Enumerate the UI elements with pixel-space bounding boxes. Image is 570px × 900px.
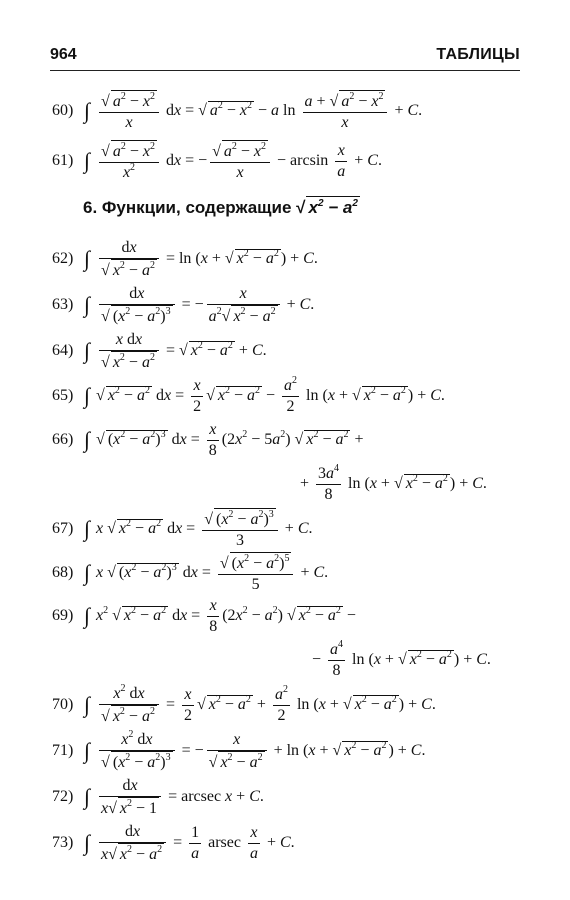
- section-title: 6. Функции, содержащие √ $x^2 - a^2$: [83, 198, 358, 217]
- page-header: [50, 40, 520, 71]
- formula-67: 67) ∫ x √ $x^2 - a^2$ dx = $\frac{√ (x^2 - a^2)^3}{3}$ + C.: [52, 509, 313, 549]
- formula-66: 66) ∫ √ $(x^2 - a^2)^3$ dx = $\frac{x}{8}$ $(2x^2 - 5a^2)$ √ $x^2 - a^2$ +: [52, 421, 364, 459]
- formula-62: 62) ∫ $\frac{dx}{√ x^2 - a^2}$ = ln (x + √ $x^2 - a^2$ ) + C.: [52, 239, 318, 279]
- formula-65: 65) ∫ √ $x^2 - a^2$ dx = $\frac{x}{2}$ √ $x^2 - a^2$ − $\frac{a^2}{2}$ ln (x + √ $x^2 - a^2$ ) + C.: [52, 375, 445, 415]
- page-number: 964: [50, 46, 77, 63]
- formula-69: 69) ∫ $x^2$ √ $x^2 - a^2$ dx = $\frac{x}{8}$ $(2x^2 - a^2)$ √ $x^2 - a^2$ −: [52, 597, 356, 635]
- formula-68: 68) ∫ x √ $(x^2 - a^2)^3$ dx = $\frac{√ (x^2 - a^2)^5}{5}$ + C.: [52, 553, 329, 593]
- formula-60: 60) ∫ $\frac{√ a^2 - x^2}{x}$ dx = √ $a^2 - x^2 - a$ ln $\frac{a + √ a^2 - x^2}{x}$ + C.: [52, 91, 423, 131]
- formula-63: 63) ∫ $\frac{dx}{√ (x^2 - a^2)^3}$ = − $\frac{x}{a^2√ x^2 - a^2}$ + C.: [52, 285, 315, 325]
- formula-73: 73) ∫ $\frac{dx}{x√ x^2 - a^2}$ = $\frac{1}{a}$ arsec $\frac{x}{a}$ + C.: [52, 823, 295, 863]
- formula-71: 71) ∫ $\frac{x^2 dx}{√ (x^2 - a^2)^3}$ = − $\frac{x}{√ x^2 - a^2}$ + ln (x + √ $x^2 - a^2$ ) + C.: [52, 729, 426, 771]
- formula-69-cont: − $\frac{a^4}{8}$ ln (x + √ $x^2 - a^2$ ) + C.: [312, 639, 491, 679]
- running-head: ТАБЛИЦЫ: [436, 46, 520, 63]
- formula-64: 64) ∫ $\frac{\text{x dx}}{√ x^2 - a^2}$ = √ $x^2 - a^2 + C$.: [52, 331, 267, 371]
- formula-70: 70) ∫ $\frac{x^2 dx}{√ x^2 - a^2}$ = $\frac{x}{2}$ √ $x^2 - a^2$ + $\frac{a^2}{2}$ ln (x + √ $x^2 - a^2$ ) + C.: [52, 683, 436, 725]
- formula-72: 72) ∫ $\frac{dx}{x√ x^2 - 1}$ = arcsec x + C.: [52, 777, 264, 817]
- formula-61: 61) ∫ $\frac{√ a^2 - x^2}{x^2}$ dx = − $\frac{√ a^2 - x^2}{x}$ − arcsin $\frac{x}{a}$ + C.: [52, 141, 382, 181]
- formula-66-cont: + $\frac{3a^4}{8}$ ln (x + √ $x^2 - a^2$ ) + C.: [300, 463, 487, 503]
